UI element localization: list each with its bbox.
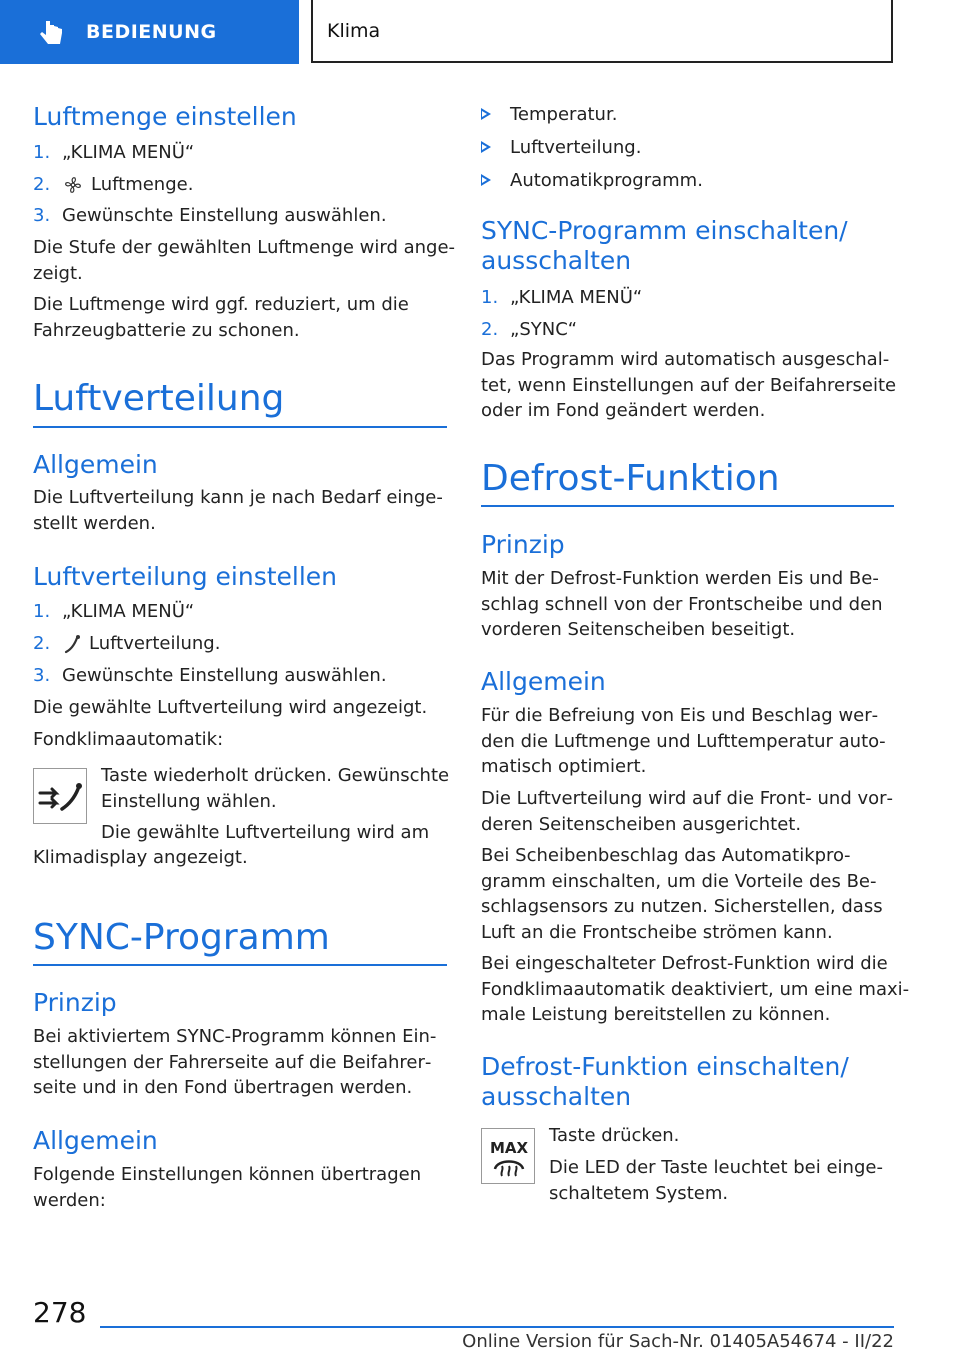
heading-prinzip: Prinzip bbox=[33, 988, 117, 1017]
chapter-box bbox=[311, 0, 893, 63]
heading-allgemein: Allgemein bbox=[33, 1126, 158, 1155]
chapter-title: Klima bbox=[327, 19, 381, 42]
heading-defrost-on-off: Defrost-Funktion einschalten/ ausschalten bbox=[481, 1052, 849, 1111]
paragraph: Das Programm wird automatisch ausgeschal‐ tet, wenn Einstellungen auf der Beifahrerseite oder im Fond geändert werden. bbox=[481, 349, 897, 421]
title-defrost: Defrost-Funktion bbox=[481, 458, 780, 499]
fan-icon bbox=[64, 176, 82, 194]
paragraph: Bei aktiviertem SYNC-Programm können Ein‐ stellungen der Fahrerseite auf die Beifahrer‐ seite und in den Fond übertragen werden. bbox=[33, 1026, 437, 1098]
air-distribution-icon bbox=[64, 634, 82, 654]
paragraph: Taste drücken. bbox=[549, 1125, 680, 1146]
paragraph: Die LED der Taste leuchtet bei einge‐ schaltetem System. bbox=[549, 1157, 883, 1204]
paragraph: Taste wiederholt drücken. Gewünschte Einstellung wählen. bbox=[101, 765, 450, 812]
title-rule bbox=[33, 426, 447, 428]
paragraph: Folgende Einstellungen können übertragen werden: bbox=[33, 1164, 422, 1211]
heading-prinzip: Prinzip bbox=[481, 530, 565, 559]
footer-rule bbox=[100, 1326, 894, 1328]
section-tab bbox=[0, 0, 299, 64]
heading-allgemein: Allgemein bbox=[33, 450, 158, 479]
paragraph: Die Luftmenge wird ggf. reduziert, um die Fahrzeugbatterie zu schonen. bbox=[33, 294, 409, 341]
paragraph: Die Luftverteilung wird auf die Front- und vor‐ deren Seitenscheiben ausgerichtet. bbox=[481, 788, 894, 835]
section-label: BEDIENUNG bbox=[86, 21, 217, 43]
paragraph: Mit der Defrost-Funktion werden Eis und Be‐ schlag schnell von der Frontscheibe und den vorderen Seitenscheiben beseitigt. bbox=[481, 568, 883, 640]
title-luftverteilung: Luftverteilung bbox=[33, 378, 285, 419]
paragraph: Für die Befreiung von Eis und Beschlag wer‐ den die Luftmenge und Lufttemperatur auto‐ matisch optimiert. bbox=[481, 705, 886, 777]
max-defrost-button-icon bbox=[481, 1128, 535, 1184]
heading-luftmenge: Luftmenge einstellen bbox=[33, 102, 297, 131]
heading-sync-on-off: SYNC-Programm einschalten/ ausschalten bbox=[481, 216, 848, 275]
svg-text:MAX: MAX bbox=[489, 1139, 529, 1157]
paragraph: Klimadisplay angezeigt. bbox=[33, 847, 248, 868]
title-rule bbox=[481, 505, 894, 507]
heading-allgemein: Allgemein bbox=[481, 667, 606, 696]
page-number: 278 bbox=[33, 1296, 87, 1329]
paragraph: Die Stufe der gewählten Luftmenge wird ange‐ zeigt. bbox=[33, 237, 456, 284]
title-rule bbox=[33, 964, 447, 966]
paragraph: Fondklimaautomatik: bbox=[33, 729, 224, 750]
paragraph: Die Luftverteilung kann je nach Bedarf einge‐ stellt werden. bbox=[33, 487, 443, 534]
paragraph: Die gewählte Luftverteilung wird angezeigt. bbox=[33, 697, 428, 718]
footer-text: Online Version für Sach-Nr. 01405A54674 - II/22 bbox=[462, 1331, 894, 1352]
title-sync-programm: SYNC-Programm bbox=[33, 917, 330, 958]
rear-air-distribution-button-icon bbox=[33, 768, 87, 824]
paragraph: Bei Scheibenbeschlag das Automatikpro‐ gramm einschalten, um die Vorteile des Be‐ schlagsensors zu nutzen. Sicherstellen, dass Luft an die Frontscheibe strömen kann. bbox=[481, 845, 883, 943]
hand-icon bbox=[36, 16, 68, 48]
paragraph: Bei eingeschalteter Defrost-Funktion wird die Fondklimaautomatik deaktiviert, um eine maxi‐ male Leistung bereitstellen zu können. bbox=[481, 953, 910, 1025]
heading-luftverteilung-einstellen: Luftverteilung einstellen bbox=[33, 562, 338, 591]
paragraph: Die gewählte Luftverteilung wird am bbox=[101, 822, 430, 843]
